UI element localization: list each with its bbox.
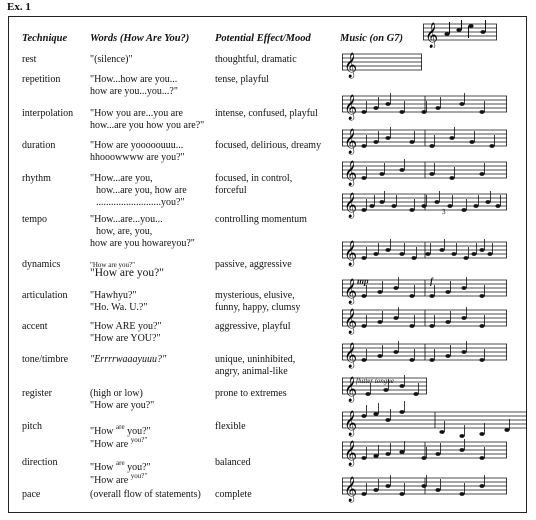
words-line: hhooowwww are you?" — [90, 152, 185, 163]
note-head — [434, 200, 439, 204]
note-head — [479, 110, 484, 114]
note-head — [429, 144, 434, 148]
technique-cell: rhythm — [22, 173, 51, 184]
words-line: "How...how are you... — [90, 74, 178, 85]
note-head — [385, 484, 390, 488]
note-head — [385, 452, 390, 456]
words-line: how...are you how you are?" — [90, 120, 205, 131]
note-head — [361, 110, 366, 114]
words-line: "How are yooooouuu... — [90, 140, 184, 151]
note-head — [479, 324, 484, 328]
words-line-raised-you: "How are $^{you?"}$ — [90, 436, 148, 450]
note-head — [479, 358, 484, 362]
technique-cell: rest — [22, 54, 37, 65]
dynamic-f: f — [430, 276, 433, 286]
words-line-raised-are: "How $^{are}$ you?" — [90, 423, 151, 437]
note-head — [399, 410, 404, 414]
treble-clef: 𝄞 — [344, 377, 358, 402]
technique-cell: tone/timbre — [22, 354, 69, 365]
technique-cell: interpolation — [22, 108, 74, 119]
effect-line: funny, happy, clumsy — [215, 302, 301, 313]
note-head — [383, 388, 388, 392]
note-head — [429, 358, 434, 362]
note-head — [373, 412, 378, 416]
technique-cell: pitch — [22, 421, 42, 432]
words-cell: (overall flow of statements) — [90, 489, 201, 500]
note-head — [489, 144, 494, 148]
note-head — [459, 102, 464, 106]
note-head — [479, 172, 484, 176]
header-music: Music (on G7) — [340, 33, 404, 44]
note-head — [361, 324, 366, 328]
technique-cell: articulation — [22, 290, 68, 301]
note-head — [425, 252, 430, 256]
note-head — [461, 316, 466, 320]
treble-clef: 𝄞 — [344, 411, 358, 436]
header-words: Words (How Are You?) — [90, 33, 190, 44]
note-head — [365, 392, 370, 396]
note-head — [445, 290, 450, 294]
note-head — [421, 204, 426, 208]
note-head — [413, 392, 418, 396]
note-head — [429, 294, 434, 298]
treble-clef: 𝄞 — [344, 193, 358, 218]
music-staff — [342, 184, 509, 218]
note-head — [429, 172, 434, 176]
note-head — [445, 320, 450, 324]
effect-line: focused, in control, — [215, 173, 293, 184]
note-head — [385, 136, 390, 140]
note-head — [479, 456, 484, 460]
music-staff — [342, 120, 509, 154]
note-head — [459, 448, 464, 452]
note-head — [373, 488, 378, 492]
note-head — [409, 140, 414, 144]
words-line: "Hawhyu?" — [90, 290, 137, 301]
words-line: "How ARE you?" — [90, 321, 162, 332]
note-head — [399, 252, 404, 256]
technique-cell: pace — [22, 489, 41, 500]
words-line-soft: "How are you?" — [90, 261, 135, 269]
note-head — [377, 354, 382, 358]
note-head — [421, 484, 426, 488]
note-head — [379, 200, 384, 204]
note-head — [421, 110, 426, 114]
note-head — [479, 484, 484, 488]
note-head — [385, 102, 390, 106]
note-head — [391, 204, 396, 208]
music-staff — [342, 152, 509, 186]
music-staff — [342, 334, 509, 368]
words-line: how are you howareyou?" — [90, 238, 195, 249]
words-line-raised-you: "How are $^{you?"}$ — [90, 472, 148, 486]
music-staff — [342, 86, 509, 120]
note-head — [471, 252, 476, 256]
flutter-tongue-mark: flutter tongue — [356, 377, 394, 385]
note-head — [361, 208, 366, 212]
note-head — [399, 168, 404, 172]
words-line-raised-are: "How $^{are}$ you?" — [90, 459, 151, 473]
note-head — [449, 176, 454, 180]
note-head — [373, 454, 378, 458]
note-head — [485, 200, 490, 204]
effect-line: unique, uninhibited, — [215, 354, 296, 365]
note-head — [361, 294, 366, 298]
treble-clef: 𝄞 — [344, 161, 358, 186]
technique-cell: direction — [22, 457, 58, 468]
note-head — [385, 418, 390, 422]
treble-clef: 𝄞 — [344, 343, 358, 368]
technique-cell: register — [22, 388, 52, 399]
words-line: "How are YOU?" — [90, 333, 161, 344]
note-head — [459, 492, 464, 496]
note-head — [447, 204, 452, 208]
note-head — [399, 110, 404, 114]
words-line: "How you are...you are — [90, 108, 183, 119]
words-cell: "(silence)" — [90, 54, 133, 65]
treble-clef: 𝄞 — [344, 279, 358, 304]
note-head — [379, 172, 384, 176]
note-head — [469, 140, 474, 144]
effect-line: angry, animal-like — [215, 366, 288, 377]
note-head — [479, 248, 484, 252]
effect-cell: flexible — [215, 421, 246, 432]
note-head — [421, 456, 426, 460]
effect-cell: prone to extremes — [215, 388, 287, 399]
note-head — [361, 456, 366, 460]
effect-cell: passive, aggressive — [215, 259, 292, 270]
effect-line: forceful — [215, 185, 247, 196]
treble-clef: 𝄞 — [344, 309, 358, 334]
example-label: Ex. 1 — [7, 1, 31, 13]
treble-clef: 𝄞 — [344, 477, 358, 502]
music-staff — [342, 232, 509, 266]
note-head — [495, 204, 500, 208]
note-head — [461, 286, 466, 290]
note-head — [429, 324, 434, 328]
technique-cell: duration — [22, 140, 56, 151]
note-head — [399, 384, 404, 388]
note-head — [409, 358, 414, 362]
technique-cell: accent — [22, 321, 48, 332]
note-head — [361, 144, 366, 148]
music-staff — [342, 300, 509, 334]
treble-clef: 𝄞 — [344, 441, 358, 466]
treble-clef: 𝄞 — [344, 95, 358, 120]
note-head — [385, 248, 390, 252]
note-head — [361, 414, 366, 418]
note-head — [409, 324, 414, 328]
treble-clef: 𝄞 — [344, 241, 358, 266]
note-head — [393, 316, 398, 320]
note-head — [435, 106, 440, 110]
technique-cell: repetition — [22, 74, 61, 85]
note-head — [361, 256, 366, 260]
effect-cell: complete — [215, 489, 252, 500]
technique-cell: tempo — [22, 214, 47, 225]
effect-cell: focused, delirious, dreamy — [215, 140, 322, 151]
effect-cell: controlling momentum — [215, 214, 307, 225]
dynamic-mp: mp — [357, 276, 369, 286]
note-head — [361, 358, 366, 362]
note-head — [451, 252, 456, 256]
header-staff — [423, 18, 497, 48]
header-technique: Technique — [22, 33, 68, 44]
note-head — [409, 294, 414, 298]
note-head — [487, 252, 492, 256]
tuplet-number: 3 — [442, 208, 446, 216]
effect-cell: tense, playful — [215, 74, 269, 85]
note-head — [479, 294, 484, 298]
words-line: how...are you, how are — [96, 185, 187, 196]
treble-clef: 𝄞 — [344, 53, 358, 78]
words-line: "How are you?" — [90, 400, 155, 411]
note-head — [435, 452, 440, 456]
words-line: how are you...you...?" — [90, 86, 178, 97]
effect-cell: balanced — [215, 457, 251, 468]
music-staff — [342, 432, 509, 466]
svg-text:𝄞: 𝄞 — [425, 23, 439, 48]
words-cell: "Errrrwaaayuuu?" — [90, 354, 167, 365]
note-head — [399, 492, 404, 496]
note-head — [373, 252, 378, 256]
words-line: "Ho. Wa. U.?" — [90, 302, 148, 313]
note-head — [393, 286, 398, 290]
note-head — [373, 106, 378, 110]
music-staff — [342, 402, 529, 436]
effect-cell: aggressive, playful — [215, 321, 291, 332]
technique-cell: dynamics — [22, 259, 61, 270]
words-line: how, are, you, — [96, 226, 153, 237]
words-line: "How...are...you... — [90, 214, 163, 225]
note-head — [439, 248, 444, 252]
note-head — [373, 140, 378, 144]
effect-line: mysterious, elusive, — [215, 290, 295, 301]
note-head — [377, 290, 382, 294]
note-head — [361, 492, 366, 496]
note-head — [461, 208, 466, 212]
note-head — [461, 350, 466, 354]
music-staff — [342, 368, 429, 402]
note-head — [409, 208, 414, 212]
note-head — [377, 320, 382, 324]
note-head — [473, 204, 478, 208]
note-head — [411, 256, 416, 260]
words-line: (high or low) — [90, 388, 143, 399]
header-effect: Potential Effect/Mood — [215, 33, 311, 44]
treble-clef: 𝄞 — [344, 129, 358, 154]
note-head — [393, 350, 398, 354]
words-line: ..........................you?" — [96, 197, 185, 208]
words-line-loud: "How are you?" — [90, 267, 164, 279]
note-head — [449, 136, 454, 140]
note-head — [463, 256, 468, 260]
note-head — [361, 176, 366, 180]
words-line: "How...are you, — [90, 173, 153, 184]
note-head — [435, 488, 440, 492]
note-head — [369, 204, 374, 208]
effect-cell: intense, confused, playful — [215, 108, 318, 119]
music-staff — [342, 44, 424, 78]
note-head — [399, 450, 404, 454]
note-head — [445, 354, 450, 358]
effect-cell: thoughtful, dramatic — [215, 54, 297, 65]
music-staff — [342, 468, 509, 502]
